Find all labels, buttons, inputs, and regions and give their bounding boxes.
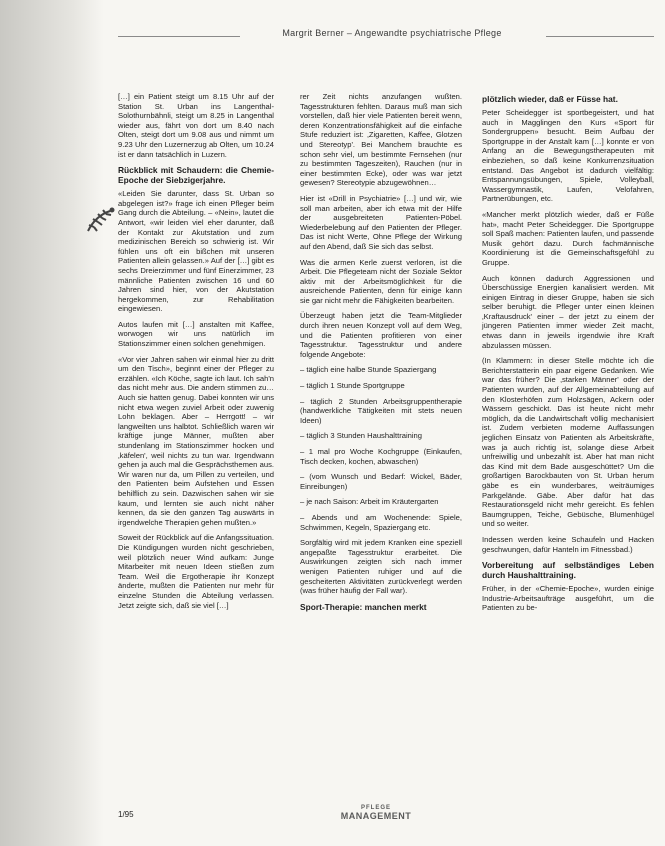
section-heading: plötzlich wieder, daß er Füsse hat. (482, 94, 618, 104)
paragraph: «Mancher merkt plötzlich wieder, daß er Füße hat», macht Peter Scheidegger. Die Sportgruppe soll Spaß machen: Patienten laufen, und passende Musik gehört dazu. Durch fachmännische Koordinierung ist die Gemeinschaftsgefühl zu Gruppe. (482, 209, 654, 267)
issue-number: 1/95 (118, 810, 134, 819)
paragraph: Früher, in der «Chemie-Epoche», wurden einige Industrie-Arbeitsaufträge ausgeführt, um die Patienten zu be- (482, 584, 654, 613)
paragraph: Überzeugt haben jetzt die Team-Mitglieder durch ihren neuen Konzept voll auf dem Weg, und die Patienten profitieren von einer Tagesstruktur. Tagesstruktur und andere folgende Angebote: (300, 311, 462, 359)
paragraph: Peter Scheidegger ist sportbegeistert, und hat auch in Magglingen den Kurs «Sport für Sondergruppen» besucht. Beim Aufbau der Sportgruppe in der Anstalt kam […] konnte er von Anfang an die Bewegungstherapeuten mit einbeziehen, so daß keine Konkurrenzsituation entstand. Das Angebot ist dadurch vielfältig: Entspannungsübungen, Spiele, Volleyball, Wassergymnastik, Laufen, Velofahren, Partnerübungen, etc. (482, 108, 654, 204)
paragraph: «Leiden Sie darunter, dass St. Urban so abgelegen ist?» frage ich einen Pfleger beim Gang durch die Abteilung. – «Nein», lautet die Antwort, «wir leiden viel eher darunter, daß der Kontakt zur Akutstation und zum medizinischen Bereich so schwierig ist. Wir fühlen uns oft ein bißchen mit unseren Patienten allein gelassen.» Auf der […] gibt es sechs Dreierzimmer und fünf Einerzimmer, 23 männliche Patienten zwischen 16 und 60 Jahren sind hier, von der Akutstation hergekommen, zur Rehabilitation eingewiesen. (118, 189, 274, 314)
paragraph: «Vor vier Jahren sahen wir einmal hier zu dritt um den Tisch», beginnt einer der Pfleger zu erzählen. «Ich Köche, sagte ich laut. Ich sah'n das nicht mehr aus. Die andern stimmen zu… Auch sie hatten genug. Dabei konnten wir uns nicht etwa wegen zuviel Arbeit oder zuwenig Lohn beklagen. Aber – Herrgott! – wir langweilten uns halbtot. Schließlich waren wir kräftige junge Männer, mußten aber stundenlang im Stationszimmer hocken und ‚käfelen', weil nichts zu tun war. Irgendwann gehen ja auch mal die Gesprächsthemen aus. Wir waren nur da, um Pillen zu verteilen, und den Patienten beim Aufstehen und Essen behilflich zu sein. Dazwischen sahen wir sie kaum, und lernten sie auch nicht näher kennen, da sie den ganzen Tag auswärts in irgendwelche Therapien gehen mußten.» (118, 354, 274, 527)
logo-line-1: PFLEGE (360, 805, 391, 811)
paragraph: […] ein Patient steigt um 8.15 Uhr auf der Station St. Urban ins Langenthal-Solothurnbähnli, steigt um 8.25 in Langenthal wieder aus, fährt von dort um 8.40 nach Olten, steigt dort um 9.08 aus und nimmt um 9.23 Uhr den Luzernerzug ab Olten, um 10.24 ist er dann tatsächlich in Luzern. (118, 92, 274, 159)
paragraph: Sorgfältig wird mit jedem Kranken eine speziell angepaßte Tagesstruktur erarbeitet. Die Auswirkungen zeigten sich nach immer wenigen Patienten ruhiger und auf die gescheiterten Aktivitäten zurückverlegt werden (was früher häufig der Fall war). (300, 538, 462, 596)
page-edge-shadow (0, 0, 104, 846)
paragraph: Hier ist «Drill in Psychiatrie» […] und wir, wie soll man arbeiten, aber ich etwa mit der Hilfe der ausgebreiteten Patienten-Pöbel. Wiederbelebung auf den Patienten der Pfleger. Das ist nicht Werte, Ohne Pflege der Wirkung auf den Abend, daß Sie sich das selbst. (300, 193, 462, 251)
list-item: – täglich 1 Stunde Sportgruppe (300, 381, 405, 391)
paragraph: rer Zeit nichts anzufangen wußten. Tagesstrukturen fehlten. Daraus muß man sich vorstellen, daß hier viele Patienten bereit wenn, deren Konzentrationsfähigkeit auf die einfache Stufe reduziert ist: ‚Zigaretten, Kaffee, Glotzen und Stereotyp'. Bei Manchem brauchte es schon sehr viel, um bestimmte Fernsehen (nur zu bestimmten Tageszeiten), Rauchen (nur in einer bestimmten Ecke), oder was war jetzt gewesen? Stereotypie abzugewöhnen… (300, 92, 462, 188)
paragraph: Autos laufen mit […] anstalten mit Kaffee, worwogen wir uns natürlich im Stationszimmer einen solchen genehmigen. (118, 319, 274, 349)
section-heading: Vorbereitung auf selbständiges Leben durch Haushalttraining. (482, 560, 654, 581)
list-item: – 1 mal pro Woche Kochgruppe (Einkaufen, Tisch decken, kochen, abwaschen) (300, 447, 462, 466)
header-rule-right (546, 36, 654, 37)
section-heading: Sport-Therapie: manchen merkt (300, 601, 427, 612)
list-item: – täglich 3 Stunden Haushalttraining (300, 431, 423, 441)
text-column-2 (300, 92, 462, 616)
list-item: – je nach Saison: Arbeit im Kräutergarten (300, 497, 439, 507)
paragraph: Was die armen Kerle zuerst verloren, ist die Arbeit. Die Pflegeteam nicht der Soziale Sektor aktiv mit der Arbeitsmöglichkeit für die ausreichende Patienten, denn für einige kann sie gar nicht mehr die Fähigkeiten bearbeiten. (300, 257, 462, 305)
paragraph: Auch können dadurch Aggressionen und Überschüssige Energien kanalisiert werden. Mit einigen Eintrag in dieser Gruppe, haben sie sich selber beruhigt. die Pfleger unter einen kleinen ‚Kraftausdruck' einer – der jetzt zu einem der jüngeren Patienten immer wieder Zeit macht, etwas dann in jeweils irgendwie ihre Kraft abzulassen müssen. (482, 273, 654, 350)
text-column-1 (118, 92, 274, 616)
list-item: – (vom Wunsch und Bedarf: Wickel, Bäder, Einreibungen) (300, 472, 462, 491)
paragraph: Soweit der Rückblick auf die Anfangssituation. Die Kündigungen wurden nicht geschrieben, weil plötzlich neuer Wind aufkam: Junge Mitarbeiter mit neuen Ideen stießen zum Team. Weil die Ergotherapie ihr Konzept änderte, mußten die Patienten nur mehr für einzelne Stunden die Abteilung verlassen. Jetzt zeigte sich, daß sie viel […] (118, 533, 274, 610)
running-header: Margrit Berner – Angewandte psychiatrische Pflege (242, 28, 542, 38)
logo-line-2: MANAGEMENT (340, 811, 412, 821)
journal-logo (330, 805, 422, 825)
list-item: – täglich 2 Stunden Arbeitsgruppentherapie (handwerkliche Tätigkeiten mit stets neuen Ideen) (300, 396, 462, 425)
list-item: – täglich eine halbe Stunde Spaziergang (300, 365, 437, 375)
text-column-3 (482, 92, 654, 619)
list-item: – Abends und am Wochenende: Spiele, Schwimmen, Kegeln, Spaziergang etc. (300, 512, 462, 532)
paragraph: (In Klammern: in dieser Stelle möchte ich die Berichterstatterin ein paar eigene Gedanken. Wie war das früher? Die ‚starken Männer' oder der Patienten wurden, auf der Allgemeinabteilung auf den Klosterhöfen zum Holzsägen, Ackern oder Wässern geschickt. Das ist heute nicht mehr möglich, da die Landwirtschaft völlig mechanisiert ist. Zudem verbieten moderne Auffassungen jeglichen Einsatz von Patienten als Arbeitskräfte, was ja auch richtig ist, solange diese Arbeit unfreiwillig und unbezahlt ist. Aber hat man nicht das Kind mit dem Bade ausgeschüttet? Um die großartigen Barockbauten von St. Urban herum gäbe es ein wunderbares, weiträumiges Parkgelände. Gäbe. Aber dafür hat das Restaurationsgeld nicht mehr gereicht. Es fehlen Baumgruppen, Teiche, Gebüsche, Blumenhügel und so weiter. (482, 356, 654, 529)
header-rule-left (118, 36, 240, 37)
paragraph: Indessen werden keine Schaufeln und Hacken geschwungen, dafür Hanteln im Fitnessbad.) (482, 534, 654, 554)
section-heading: Rückblick mit Schaudern: die Chemie-Epoche der Siebzigerjahre. (118, 165, 274, 186)
